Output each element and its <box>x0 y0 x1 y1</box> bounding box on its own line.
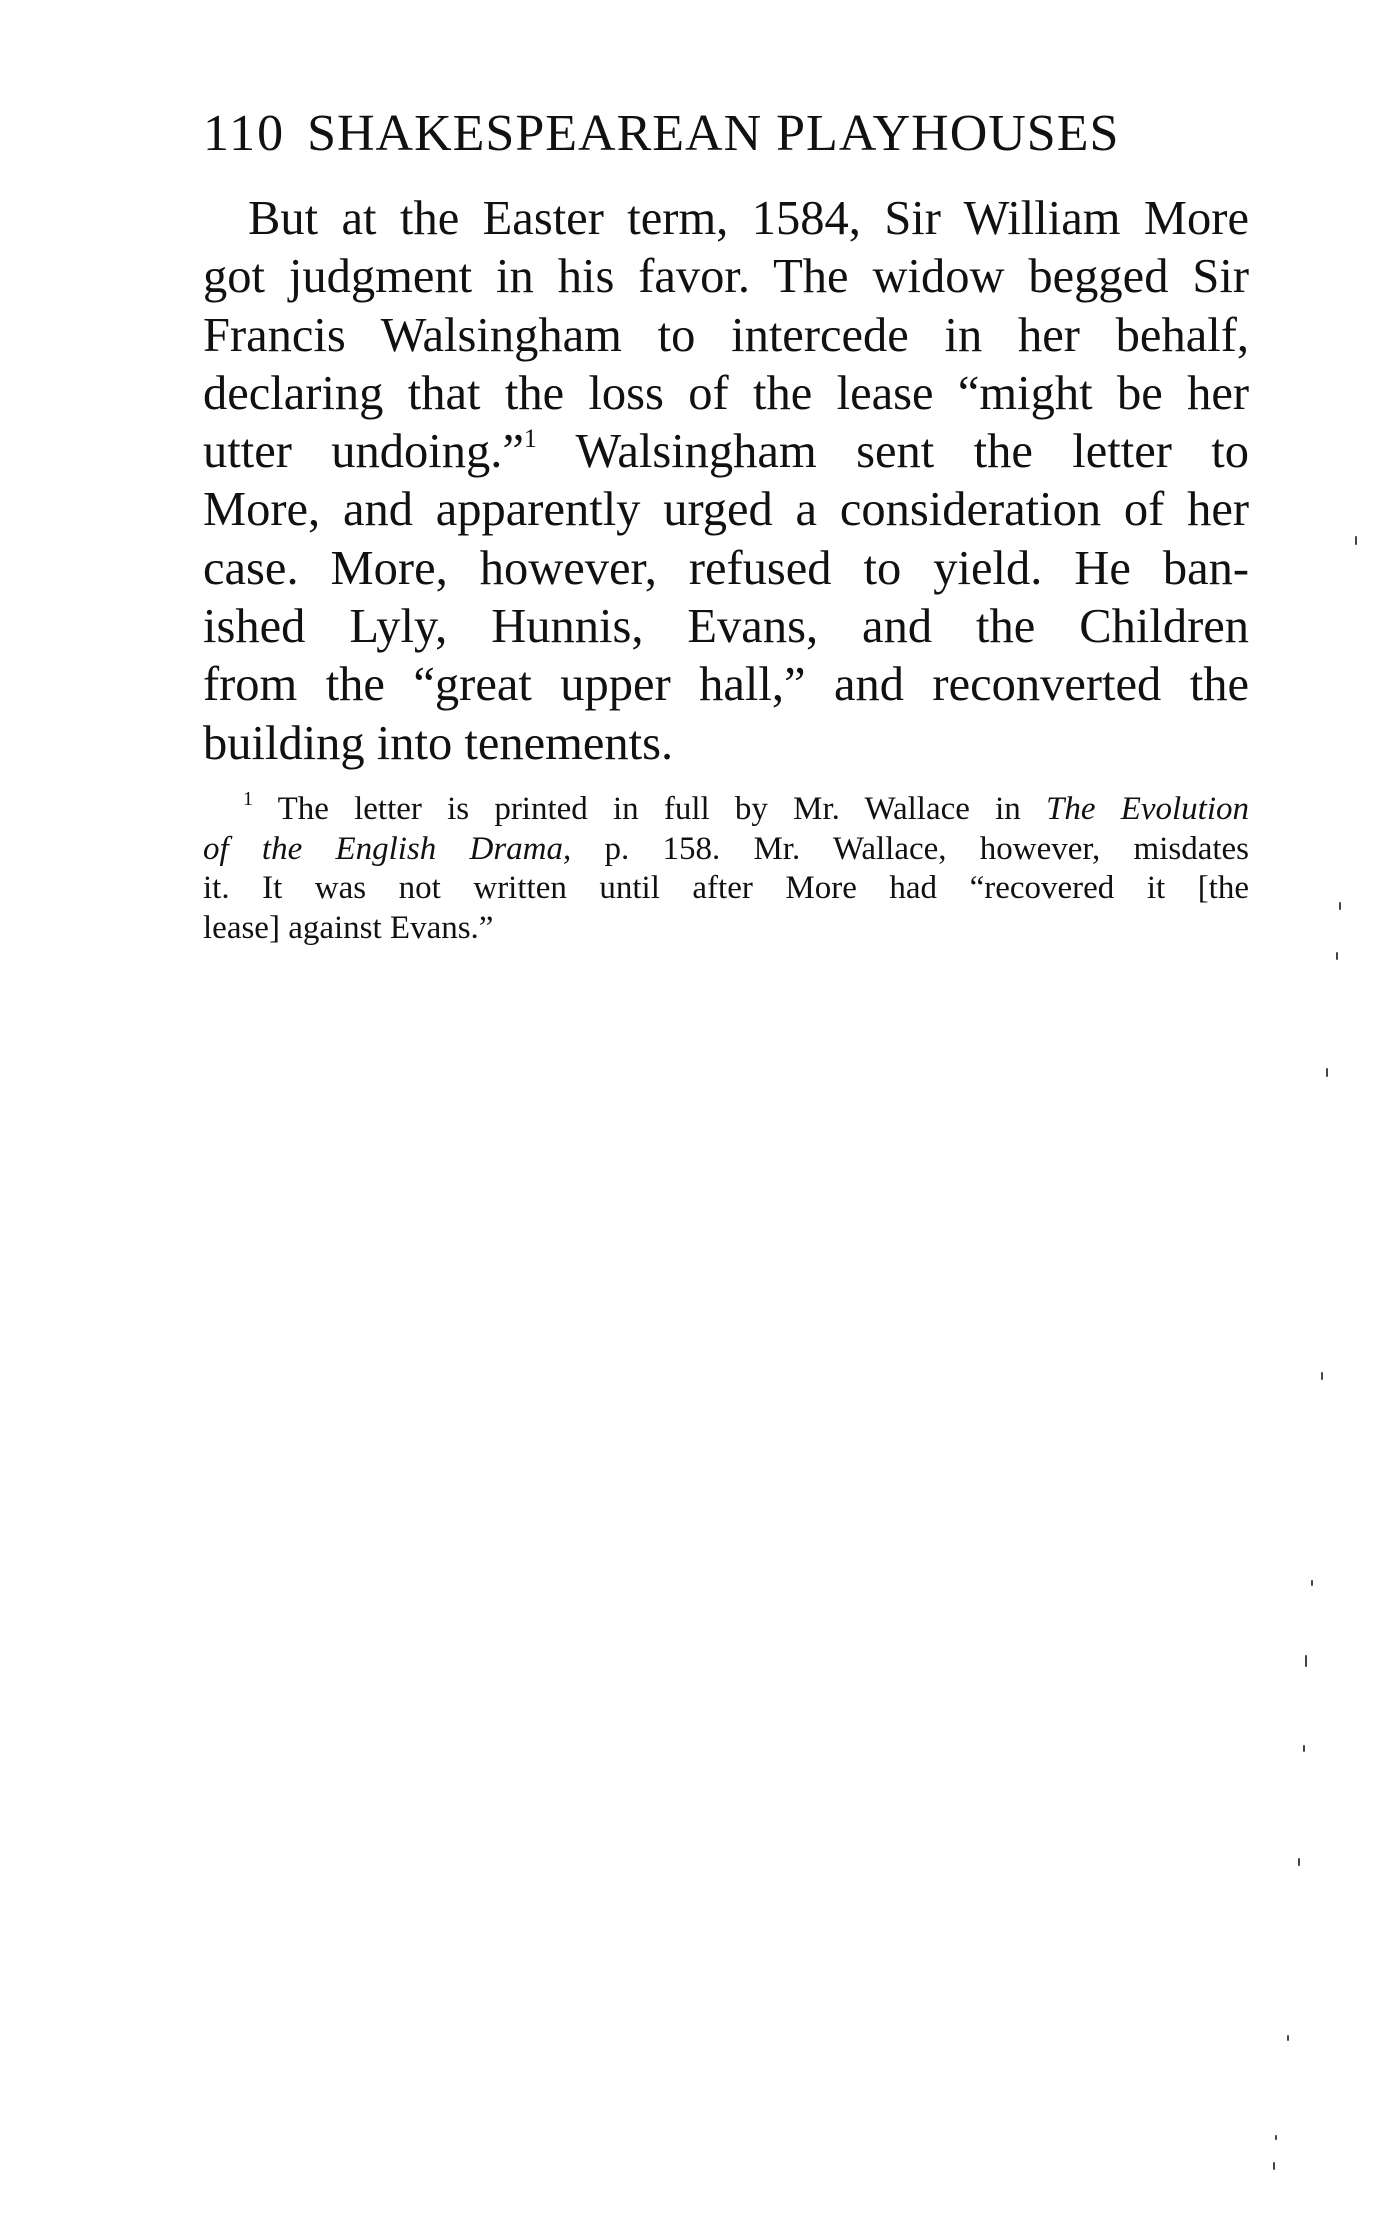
footnote <box>203 790 1249 948</box>
scan-speck <box>1336 952 1338 960</box>
body-line: case. More, however, refused to yield. He ban- <box>203 541 1249 595</box>
body-line: declaring that the loss of the lease “might be her <box>203 366 1249 420</box>
body-line: got judgment in his favor. The widow begged Sir <box>203 250 1249 304</box>
body-line: ished Lyly, Hunnis, Evans, and the Children <box>203 600 1249 654</box>
body-line-segment: Walsingham sent the letter to <box>575 425 1249 479</box>
scan-speck <box>1355 536 1357 545</box>
page-number: 110 <box>203 105 286 162</box>
scan-speck <box>1298 1858 1300 1866</box>
footnote-italic-title: The Evolution <box>1045 791 1249 827</box>
scan-speck <box>1326 1068 1328 1077</box>
body-line-with-footnote-ref <box>203 423 1249 481</box>
body-line: Francis Walsingham to intercede in her behalf, <box>203 308 1249 362</box>
scan-speck <box>1273 2162 1275 2170</box>
body-line: from the “great upper hall,” and reconverted the <box>203 658 1249 712</box>
running-head <box>203 102 1253 166</box>
scan-speck <box>1275 2135 1277 2140</box>
body-line: building into tenements. <box>203 716 674 770</box>
footnote-text: The letter is printed in full by Mr. Wallace in <box>277 791 1021 827</box>
footnote-line <box>203 830 1249 870</box>
body-line-segment: utter undoing.” <box>203 425 524 479</box>
scan-speck <box>1305 1655 1307 1667</box>
footnote-text: p. 158. Mr. Wallace, however, misdates <box>604 830 1250 867</box>
scan-speck <box>1287 2035 1289 2041</box>
footnote-marker: 1 <box>243 788 253 810</box>
footnote-reference: 1 <box>523 424 537 454</box>
scan-speck <box>1303 1745 1305 1752</box>
body-line: More, and apparently urged a consideration of her <box>203 483 1249 537</box>
body-line: But at the Easter term, 1584, Sir William More <box>248 192 1249 245</box>
book-title: SHAKESPEAREAN PLAYHOUSES <box>307 105 1120 162</box>
scan-speck <box>1321 1372 1323 1380</box>
footnote-italic-title: of the English Drama, <box>203 830 572 867</box>
body-paragraph <box>203 190 1249 773</box>
scan-speck <box>1311 1580 1313 1586</box>
scan-speck <box>1339 902 1341 910</box>
footnote-line: it. It was not written until after More had “recovered it [the <box>203 870 1249 906</box>
footnote-line <box>203 790 1249 830</box>
footnote-line: lease] against Evans.” <box>203 909 494 946</box>
